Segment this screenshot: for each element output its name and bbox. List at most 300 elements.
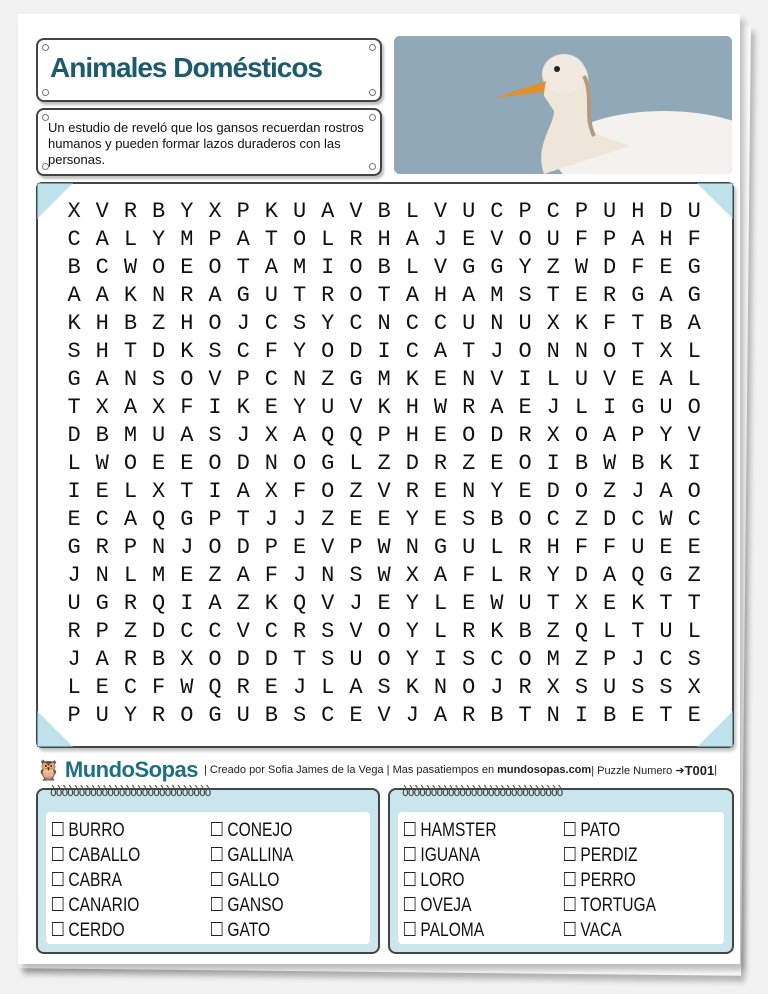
grid-cell[interactable]: O — [208, 311, 222, 336]
grid-cell[interactable]: N — [574, 339, 589, 364]
grid-cell[interactable]: C — [208, 619, 222, 644]
grid-cell[interactable]: A — [95, 227, 109, 252]
grid-cell[interactable]: J — [546, 395, 560, 420]
grid-cell[interactable]: D — [236, 647, 250, 672]
grid-cell[interactable]: E — [518, 395, 532, 420]
grid-cell[interactable]: V — [349, 395, 363, 420]
grid-cell[interactable]: A — [95, 283, 109, 308]
grid-cell[interactable]: G — [236, 283, 250, 308]
grid-cell[interactable]: X — [152, 395, 166, 420]
grid-cell[interactable]: P — [208, 507, 222, 532]
grid-cell[interactable]: R — [462, 619, 476, 644]
grid-cell[interactable]: O — [462, 423, 476, 448]
grid-cell[interactable]: V — [236, 619, 250, 644]
grid-cell[interactable]: K — [123, 283, 138, 308]
grid-cell[interactable]: N — [292, 367, 307, 392]
grid-cell[interactable]: E — [152, 451, 166, 476]
grid-cell[interactable]: T — [292, 283, 307, 308]
grid-cell[interactable]: O — [208, 451, 222, 476]
grid-cell[interactable]: A — [462, 283, 476, 308]
grid-cell[interactable]: P — [236, 199, 250, 224]
grid-cell[interactable]: S — [67, 339, 81, 364]
grid-cell[interactable]: S — [349, 563, 363, 588]
grid-cell[interactable]: N — [377, 311, 391, 336]
grid-cell[interactable]: O — [208, 535, 222, 560]
grid-cell[interactable]: W — [377, 563, 391, 588]
grid-cell[interactable]: A — [405, 227, 419, 252]
grid-cell[interactable]: D — [405, 451, 419, 476]
grid-cell[interactable]: X — [659, 339, 673, 364]
grid-cell[interactable]: F — [264, 563, 278, 588]
grid-cell[interactable]: L — [603, 619, 617, 644]
grid-cell[interactable]: U — [462, 535, 476, 560]
word-item[interactable] — [211, 845, 341, 870]
grid-cell[interactable]: R — [67, 619, 81, 644]
grid-cell[interactable]: S — [292, 311, 307, 336]
grid-cell[interactable]: C — [321, 703, 335, 728]
grid-cell[interactable]: L — [123, 227, 138, 252]
grid-cell[interactable]: E — [349, 703, 363, 728]
grid-cell[interactable]: R — [433, 451, 448, 476]
grid-cell[interactable]: K — [377, 395, 391, 420]
grid-cell[interactable]: Z — [321, 367, 335, 392]
checkbox-icon[interactable] — [564, 847, 575, 861]
checkbox-icon[interactable] — [52, 922, 63, 936]
grid-cell[interactable]: N — [321, 563, 335, 588]
grid-cell[interactable]: D — [603, 255, 617, 280]
checkbox-icon[interactable] — [52, 847, 63, 861]
grid-cell[interactable]: E — [433, 507, 448, 532]
grid-cell[interactable]: P — [264, 535, 278, 560]
grid-cell[interactable]: U — [631, 535, 645, 560]
grid-cell[interactable]: O — [292, 451, 307, 476]
grid-cell[interactable]: S — [292, 703, 307, 728]
grid-cell[interactable]: A — [292, 423, 307, 448]
grid-cell[interactable]: P — [631, 423, 645, 448]
grid-cell[interactable]: F — [180, 395, 194, 420]
grid-cell[interactable]: T — [462, 339, 476, 364]
grid-cell[interactable]: O — [377, 619, 391, 644]
grid-cell[interactable]: C — [405, 339, 419, 364]
grid-cell[interactable]: B — [377, 255, 391, 280]
word-item[interactable] — [52, 870, 182, 895]
grid-cell[interactable]: G — [349, 367, 363, 392]
grid-cell[interactable]: R — [518, 535, 532, 560]
grid-cell[interactable]: R — [518, 423, 532, 448]
grid-cell[interactable]: W — [490, 591, 504, 616]
grid-cell[interactable]: J — [264, 507, 278, 532]
grid-cell[interactable]: A — [180, 423, 194, 448]
grid-cell[interactable]: P — [603, 227, 617, 252]
grid-cell[interactable]: X — [180, 647, 194, 672]
word-item[interactable] — [52, 920, 182, 945]
grid-cell[interactable]: Z — [546, 255, 560, 280]
grid-cell[interactable]: U — [574, 367, 589, 392]
grid-cell[interactable]: O — [321, 479, 335, 504]
grid-cell[interactable]: E — [180, 451, 194, 476]
grid-cell[interactable]: H — [659, 227, 673, 252]
grid-cell[interactable]: T — [546, 283, 560, 308]
grid-cell[interactable]: P — [236, 367, 250, 392]
grid-cell[interactable]: U — [687, 199, 701, 224]
grid-cell[interactable]: D — [546, 479, 560, 504]
grid-cell[interactable]: W — [433, 395, 448, 420]
grid-cell[interactable]: W — [377, 535, 391, 560]
grid-cell[interactable]: A — [264, 255, 278, 280]
grid-cell[interactable]: N — [433, 675, 448, 700]
grid-cell[interactable]: N — [264, 451, 278, 476]
grid-cell[interactable]: V — [95, 199, 109, 224]
grid-cell[interactable]: R — [518, 563, 532, 588]
word-item[interactable] — [404, 820, 535, 845]
grid-cell[interactable]: O — [349, 283, 363, 308]
grid-cell[interactable]: T — [631, 339, 645, 364]
word-item[interactable] — [211, 895, 341, 920]
grid-cell[interactable]: E — [180, 563, 194, 588]
grid-cell[interactable]: Z — [321, 507, 335, 532]
grid-cell[interactable]: R — [152, 703, 166, 728]
checkbox-icon[interactable] — [211, 922, 222, 936]
grid-cell[interactable]: Q — [152, 507, 166, 532]
grid-cell[interactable]: O — [180, 367, 194, 392]
grid-cell[interactable]: R — [292, 619, 307, 644]
grid-cell[interactable]: S — [377, 675, 391, 700]
grid-cell[interactable]: K — [405, 367, 419, 392]
grid-cell[interactable]: R — [123, 591, 138, 616]
grid-cell[interactable]: U — [236, 703, 250, 728]
grid-cell[interactable]: A — [433, 339, 448, 364]
grid-cell[interactable]: A — [208, 591, 222, 616]
word-item[interactable] — [404, 895, 535, 920]
grid-cell[interactable]: Y — [405, 507, 419, 532]
grid-cell[interactable]: A — [236, 479, 250, 504]
grid-cell[interactable]: W — [659, 507, 673, 532]
grid-cell[interactable]: I — [546, 451, 560, 476]
grid-cell[interactable]: O — [687, 395, 701, 420]
grid-cell[interactable]: L — [490, 563, 504, 588]
grid-cell[interactable]: R — [462, 395, 476, 420]
grid-cell[interactable]: L — [433, 619, 448, 644]
grid-cell[interactable]: E — [433, 367, 448, 392]
grid-cell[interactable]: Y — [405, 647, 419, 672]
grid-cell[interactable]: S — [631, 675, 645, 700]
grid-cell[interactable]: Z — [349, 479, 363, 504]
grid-cell[interactable]: F — [603, 311, 617, 336]
grid-cell[interactable]: S — [687, 647, 701, 672]
checkbox-icon[interactable] — [564, 822, 575, 836]
grid-cell[interactable]: O — [518, 451, 532, 476]
grid-cell[interactable]: R — [518, 675, 532, 700]
grid-cell[interactable]: U — [67, 591, 81, 616]
checkbox-icon[interactable] — [52, 872, 63, 886]
grid-cell[interactable]: H — [377, 227, 391, 252]
grid-cell[interactable]: S — [462, 647, 476, 672]
grid-cell[interactable]: Q — [574, 619, 589, 644]
grid-cell[interactable]: C — [95, 507, 109, 532]
grid-cell[interactable]: L — [349, 451, 363, 476]
grid-cell[interactable]: J — [405, 703, 419, 728]
grid-cell[interactable]: I — [377, 339, 391, 364]
grid-cell[interactable]: I — [180, 591, 194, 616]
grid-cell[interactable]: H — [433, 283, 448, 308]
word-item[interactable] — [52, 845, 182, 870]
grid-cell[interactable]: F — [631, 255, 645, 280]
grid-cell[interactable]: A — [123, 507, 138, 532]
grid-cell[interactable]: D — [152, 619, 166, 644]
grid-cell[interactable]: I — [208, 395, 222, 420]
grid-cell[interactable]: O — [462, 675, 476, 700]
checkbox-icon[interactable] — [211, 822, 222, 836]
grid-cell[interactable]: M — [377, 367, 391, 392]
grid-cell[interactable]: A — [687, 311, 701, 336]
grid-cell[interactable]: K — [659, 451, 673, 476]
grid-cell[interactable]: T — [236, 255, 250, 280]
grid-cell[interactable]: L — [67, 675, 81, 700]
checkbox-icon[interactable] — [564, 897, 575, 911]
grid-cell[interactable]: M — [490, 283, 504, 308]
grid-cell[interactable]: J — [180, 535, 194, 560]
grid-cell[interactable]: E — [67, 507, 81, 532]
grid-cell[interactable]: D — [236, 451, 250, 476]
grid-cell[interactable]: Y — [180, 199, 194, 224]
grid-cell[interactable]: Z — [236, 591, 250, 616]
grid-cell[interactable]: C — [236, 339, 250, 364]
grid-cell[interactable]: I — [603, 395, 617, 420]
grid-cell[interactable]: U — [264, 283, 278, 308]
checkbox-icon[interactable] — [211, 847, 222, 861]
grid-cell[interactable]: C — [433, 311, 448, 336]
grid-cell[interactable]: Q — [292, 591, 307, 616]
word-item[interactable] — [564, 845, 695, 870]
grid-cell[interactable]: C — [264, 619, 278, 644]
word-item[interactable] — [564, 920, 695, 945]
grid-cell[interactable]: Y — [659, 423, 673, 448]
grid-cell[interactable]: R — [236, 675, 250, 700]
grid-cell[interactable]: U — [462, 199, 476, 224]
grid-cell[interactable]: Q — [321, 423, 335, 448]
grid-cell[interactable]: I — [67, 479, 81, 504]
grid-cell[interactable]: L — [546, 367, 560, 392]
grid-cell[interactable]: U — [603, 199, 617, 224]
grid-cell[interactable]: M — [180, 227, 194, 252]
grid-cell[interactable]: T — [659, 591, 673, 616]
grid-cell[interactable]: E — [264, 675, 278, 700]
grid-cell[interactable]: J — [292, 507, 307, 532]
word-item[interactable] — [211, 820, 341, 845]
grid-cell[interactable]: S — [659, 675, 673, 700]
grid-cell[interactable]: A — [659, 479, 673, 504]
grid-cell[interactable]: L — [687, 619, 701, 644]
grid-cell[interactable]: B — [95, 423, 109, 448]
grid-cell[interactable]: S — [574, 675, 589, 700]
word-item[interactable] — [564, 820, 695, 845]
grid-cell[interactable]: B — [377, 199, 391, 224]
grid-cell[interactable]: U — [659, 395, 673, 420]
grid-cell[interactable]: L — [490, 535, 504, 560]
grid-cell[interactable]: Y — [405, 591, 419, 616]
grid-cell[interactable]: E — [687, 703, 701, 728]
grid-cell[interactable]: U — [546, 227, 560, 252]
grid-cell[interactable]: R — [321, 283, 335, 308]
grid-cell[interactable]: N — [152, 535, 166, 560]
grid-cell[interactable]: C — [490, 199, 504, 224]
grid-cell[interactable]: Z — [687, 563, 701, 588]
grid-cell[interactable]: E — [377, 591, 391, 616]
grid-cell[interactable]: L — [574, 395, 589, 420]
grid-cell[interactable]: O — [518, 227, 532, 252]
grid-cell[interactable]: Y — [405, 619, 419, 644]
grid-cell[interactable]: K — [264, 199, 278, 224]
word-item[interactable] — [52, 895, 182, 920]
grid-cell[interactable]: M — [292, 255, 307, 280]
grid-cell[interactable]: C — [405, 311, 419, 336]
grid-cell[interactable]: S — [152, 367, 166, 392]
grid-cell[interactable]: E — [659, 255, 673, 280]
grid-cell[interactable]: C — [264, 311, 278, 336]
grid-cell[interactable]: E — [574, 283, 589, 308]
grid-cell[interactable]: X — [152, 479, 166, 504]
grid-cell[interactable]: O — [208, 255, 222, 280]
grid-cell[interactable]: Y — [292, 339, 307, 364]
grid-cell[interactable]: U — [518, 311, 532, 336]
checkbox-icon[interactable] — [52, 822, 63, 836]
grid-cell[interactable]: A — [208, 283, 222, 308]
grid-cell[interactable]: I — [574, 703, 589, 728]
grid-cell[interactable]: S — [208, 339, 222, 364]
grid-cell[interactable]: R — [405, 479, 419, 504]
checkbox-icon[interactable] — [404, 872, 415, 886]
grid-cell[interactable]: I — [321, 255, 335, 280]
grid-cell[interactable]: J — [349, 591, 363, 616]
checkbox-icon[interactable] — [211, 897, 222, 911]
grid-cell[interactable]: C — [123, 675, 138, 700]
grid-cell[interactable]: N — [152, 283, 166, 308]
grid-cell[interactable]: P — [67, 703, 81, 728]
grid-cell[interactable]: Z — [208, 563, 222, 588]
grid-cell[interactable]: P — [349, 535, 363, 560]
checkbox-icon[interactable] — [404, 897, 415, 911]
grid-cell[interactable]: L — [67, 451, 81, 476]
grid-cell[interactable]: C — [631, 507, 645, 532]
grid-cell[interactable]: T — [631, 311, 645, 336]
grid-cell[interactable]: P — [377, 423, 391, 448]
grid-cell[interactable]: V — [208, 367, 222, 392]
grid-cell[interactable]: E — [433, 479, 448, 504]
grid-cell[interactable]: H — [546, 535, 560, 560]
grid-cell[interactable]: B — [152, 647, 166, 672]
grid-cell[interactable]: N — [462, 479, 476, 504]
grid-cell[interactable]: E — [462, 591, 476, 616]
grid-cell[interactable]: H — [631, 199, 645, 224]
grid-cell[interactable]: R — [180, 283, 194, 308]
grid-cell[interactable]: F — [603, 535, 617, 560]
grid-cell[interactable]: W — [123, 255, 138, 280]
grid-cell[interactable]: G — [321, 451, 335, 476]
grid-cell[interactable]: I — [208, 479, 222, 504]
grid-cell[interactable]: O — [321, 339, 335, 364]
grid-cell[interactable]: G — [67, 367, 81, 392]
grid-cell[interactable]: D — [659, 199, 673, 224]
grid-cell[interactable]: V — [433, 199, 448, 224]
grid-cell[interactable]: S — [208, 423, 222, 448]
grid-cell[interactable]: N — [123, 367, 138, 392]
grid-cell[interactable]: U — [518, 591, 532, 616]
grid-cell[interactable]: O — [518, 339, 532, 364]
grid-cell[interactable]: D — [349, 339, 363, 364]
grid-cell[interactable]: K — [236, 395, 250, 420]
grid-cell[interactable]: L — [405, 199, 419, 224]
grid-cell[interactable]: J — [631, 479, 645, 504]
grid-cell[interactable]: W — [180, 675, 194, 700]
word-item[interactable] — [564, 870, 695, 895]
grid-cell[interactable]: P — [95, 619, 109, 644]
grid-cell[interactable]: J — [631, 647, 645, 672]
grid-cell[interactable]: E — [377, 507, 391, 532]
grid-cell[interactable]: R — [95, 535, 109, 560]
grid-cell[interactable]: E — [95, 479, 109, 504]
grid-cell[interactable]: C — [490, 647, 504, 672]
grid-cell[interactable]: P — [208, 227, 222, 252]
grid-cell[interactable]: A — [433, 703, 448, 728]
grid-cell[interactable]: F — [574, 227, 589, 252]
grid-cell[interactable]: A — [433, 563, 448, 588]
grid-cell[interactable]: G — [631, 283, 645, 308]
checkbox-icon[interactable] — [404, 922, 415, 936]
word-item[interactable] — [211, 920, 341, 945]
grid-cell[interactable]: V — [349, 619, 363, 644]
grid-cell[interactable]: U — [462, 311, 476, 336]
grid-cell[interactable]: R — [123, 199, 138, 224]
grid-cell[interactable]: W — [95, 451, 109, 476]
grid-cell[interactable]: U — [603, 675, 617, 700]
grid-cell[interactable]: N — [490, 311, 504, 336]
grid-cell[interactable]: Y — [490, 479, 504, 504]
grid-cell[interactable]: E — [349, 507, 363, 532]
grid-cell[interactable]: E — [264, 395, 278, 420]
grid-cell[interactable]: O — [603, 339, 617, 364]
grid-cell[interactable]: Z — [603, 479, 617, 504]
grid-cell[interactable]: A — [95, 647, 109, 672]
grid-cell[interactable]: P — [123, 535, 138, 560]
grid-cell[interactable]: J — [292, 563, 307, 588]
grid-cell[interactable]: C — [349, 311, 363, 336]
grid-cell[interactable]: B — [490, 703, 504, 728]
grid-cell[interactable]: D — [236, 535, 250, 560]
grid-cell[interactable]: C — [659, 647, 673, 672]
grid-cell[interactable]: Y — [123, 703, 138, 728]
grid-cell[interactable]: A — [321, 199, 335, 224]
grid-cell[interactable]: K — [574, 311, 589, 336]
checkbox-icon[interactable] — [404, 822, 415, 836]
grid-cell[interactable]: N — [405, 535, 419, 560]
grid-cell[interactable]: J — [433, 227, 448, 252]
word-item[interactable] — [404, 845, 535, 870]
grid-cell[interactable]: G — [180, 507, 194, 532]
grid-cell[interactable]: B — [123, 311, 138, 336]
grid-cell[interactable]: A — [236, 227, 250, 252]
grid-cell[interactable]: U — [659, 619, 673, 644]
grid-cell[interactable]: J — [236, 311, 250, 336]
grid-cell[interactable]: E — [659, 535, 673, 560]
grid-cell[interactable]: R — [462, 703, 476, 728]
grid-cell[interactable]: Y — [518, 255, 532, 280]
grid-cell[interactable]: B — [631, 451, 645, 476]
grid-cell[interactable]: I — [518, 367, 532, 392]
word-item[interactable] — [404, 920, 535, 945]
grid-cell[interactable]: B — [152, 199, 166, 224]
grid-cell[interactable]: J — [292, 675, 307, 700]
grid-cell[interactable]: G — [687, 255, 701, 280]
